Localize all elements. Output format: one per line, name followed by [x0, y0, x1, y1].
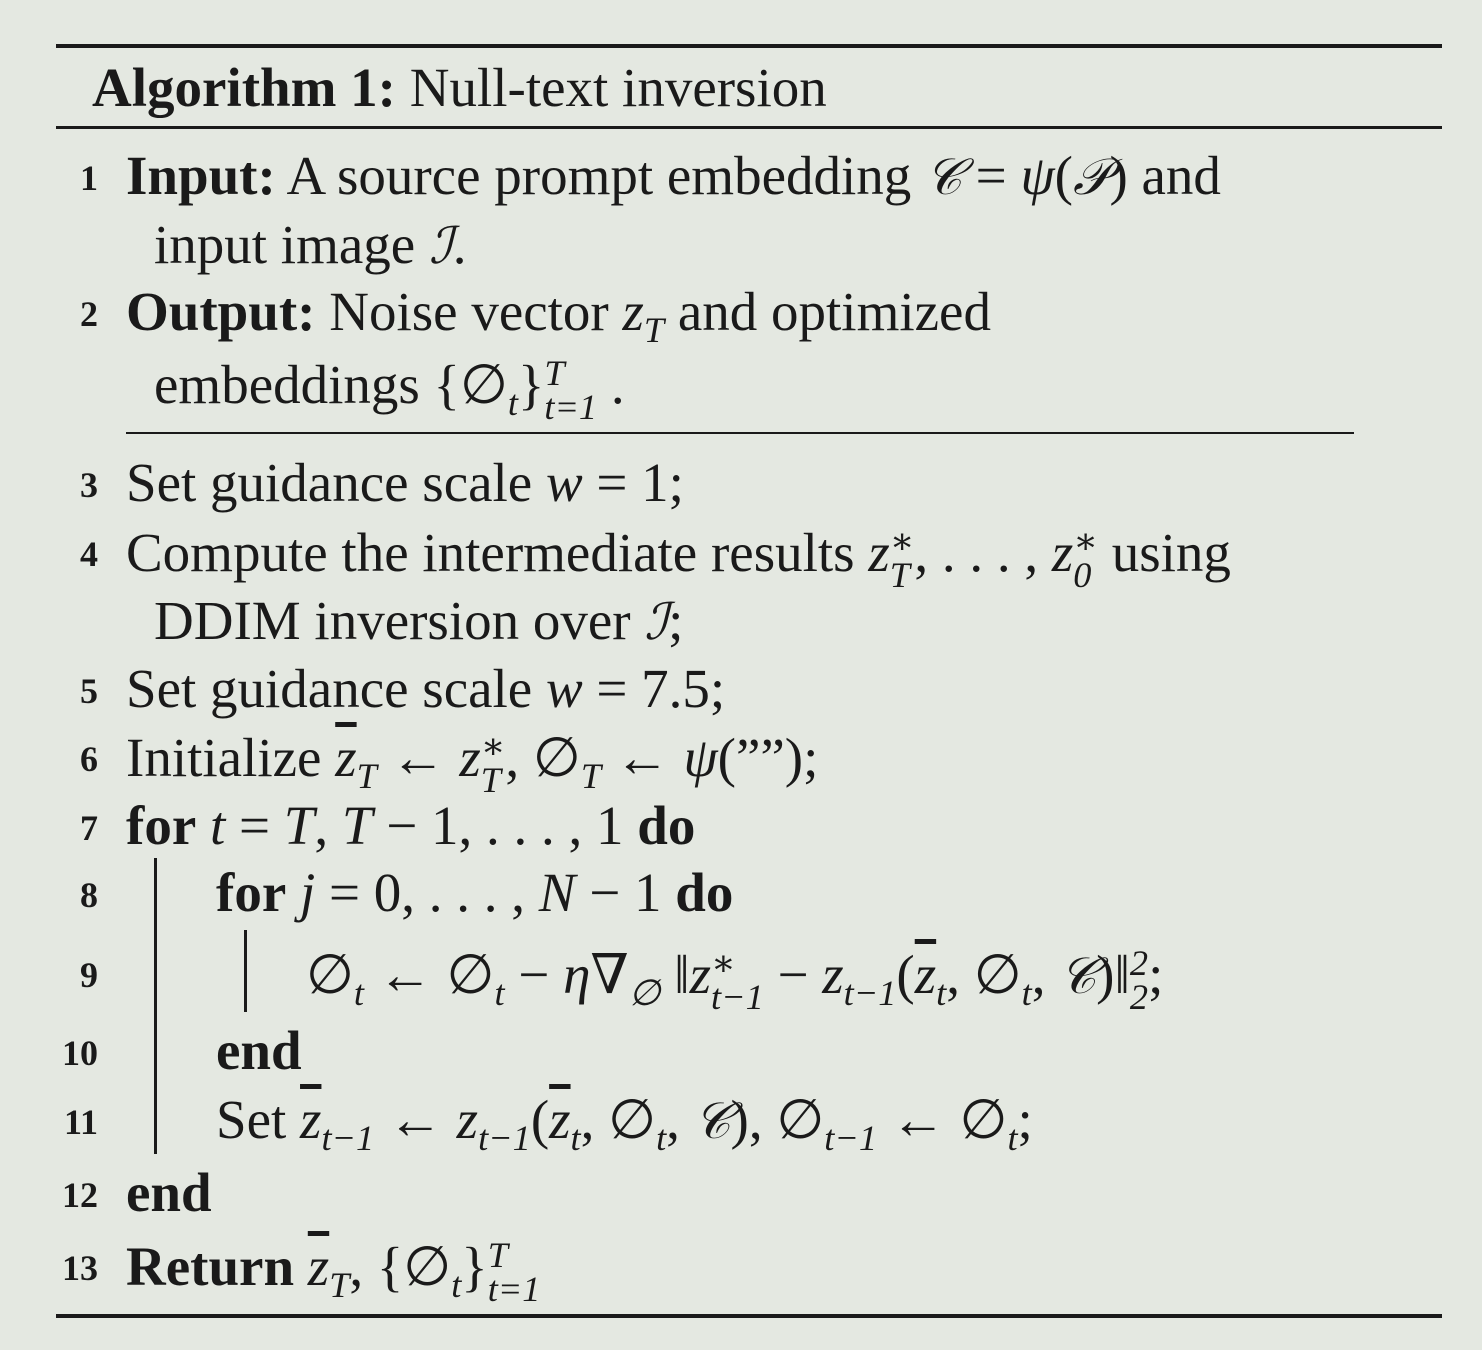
end-keyword: end: [216, 1020, 302, 1081]
math-w-eq-7-5: w = 7.5;: [545, 658, 726, 719]
using-text: using: [1111, 522, 1231, 584]
line-13: [126, 1235, 541, 1310]
io-separator-rule: [126, 432, 1354, 434]
header-rule: [56, 126, 1442, 129]
line-number-5: 5: [80, 671, 98, 711]
do-keyword: do: [675, 862, 734, 923]
math-null-set-embeddings: $\{\emptyset_t\}$ T t=1 .: [433, 353, 625, 428]
algorithm-header: [92, 57, 827, 118]
math-t-loop: t = T, T − 1, . . . , 1: [209, 795, 624, 856]
output-text-and: and optimized: [677, 281, 991, 342]
top-rule: [56, 44, 1442, 48]
line-3: [126, 452, 684, 513]
math-C-eq-psi-P: 𝒞 = ψ(𝒫): [925, 145, 1128, 206]
set-guidance-text: Set guidance scale: [126, 452, 533, 513]
return-keyword: Return: [126, 1236, 295, 1298]
line-number-9: 9: [80, 955, 98, 995]
line-5: [126, 658, 726, 719]
inner-loop-bar: [244, 930, 247, 1012]
line-10: [216, 1020, 302, 1081]
line-12: [126, 1162, 212, 1223]
line-1: [126, 145, 1221, 206]
line-number-13: 13: [62, 1248, 98, 1288]
line-number-3: 3: [80, 465, 98, 505]
line-2: [126, 281, 991, 350]
do-keyword: do: [637, 795, 696, 856]
math-zT: $z_T$: [622, 281, 665, 350]
line-6: [126, 726, 819, 801]
line-number-11: 11: [63, 1102, 98, 1142]
math-return-values: $\overline{z}_T$, $\{\emptyset_t\}$ T t=1: [307, 1235, 541, 1310]
line-7: [126, 795, 696, 856]
set-text: Set: [216, 1089, 287, 1150]
math-zT-star-to-z0-star: z ∗ T , . . . , z ∗ 0: [868, 521, 1098, 596]
line-1-continuation: [154, 214, 467, 275]
initialize-text: Initialize: [126, 727, 322, 789]
line-number-2: 2: [80, 294, 98, 334]
line-number-12: 12: [62, 1175, 98, 1215]
input-text: A source prompt embedding: [286, 145, 912, 206]
line-9: [306, 943, 1164, 1018]
outer-loop-bar: [154, 858, 157, 1154]
math-set-update: $\overline{z}_{t-1}$ ← $z_{t-1}(\overline{z}_t$, $\emptyset_t$, 𝒞), $\emptyset_{t-1}$ ← $\emptyset_t$;: [300, 1089, 1033, 1158]
math-w-eq-1: w = 1;: [545, 452, 684, 513]
line-11: [216, 1089, 1033, 1158]
ddim-text: DDIM inversion over: [154, 590, 631, 651]
output-keyword: Output:: [126, 281, 316, 342]
output-text: Noise vector: [329, 281, 609, 342]
embeddings-text: embeddings: [154, 354, 420, 416]
algorithm-title: Null-text inversion: [409, 57, 827, 118]
set-guidance-text: Set guidance scale: [126, 658, 533, 719]
bottom-rule: [56, 1314, 1442, 1318]
line-number-8: 8: [80, 875, 98, 915]
math-I: ℐ.: [428, 214, 467, 275]
input-image-text: input image: [154, 214, 416, 275]
line-number-4: 4: [80, 534, 98, 574]
math-j-loop: j = 0, . . . , N − 1: [299, 862, 662, 923]
input-keyword: Input:: [126, 145, 276, 206]
line-number-7: 7: [80, 808, 98, 848]
line-number-1: 1: [80, 158, 98, 198]
line-number-6: 6: [80, 739, 98, 779]
line-2-continuation: [154, 353, 625, 428]
end-keyword: end: [126, 1162, 212, 1223]
compute-text: Compute the intermediate results: [126, 522, 855, 584]
line-number-10: 10: [62, 1033, 98, 1073]
math-gradient-update: $\emptyset_t$ ← $\emptyset_t - \eta\nabla_\emptyset$ ‖z ∗ t−1 − $z_{t-1}(\overline{z}_t$, $\emptyset_t$, 𝒞)‖ 2 2 ;: [306, 943, 1164, 1018]
input-text-and: and: [1141, 145, 1221, 206]
math-I-semicolon: ℐ;: [644, 590, 684, 651]
line-4-continuation: [154, 590, 684, 651]
algorithm-label: Algorithm 1:: [92, 57, 396, 118]
line-4: [126, 521, 1231, 596]
for-keyword: for: [126, 795, 197, 856]
math-initialize: $\overline{z}_T$ ← z ∗ T , $\emptyset_T$ ← ψ(””);: [335, 726, 819, 801]
line-8: [216, 862, 734, 923]
for-keyword: for: [216, 862, 287, 923]
